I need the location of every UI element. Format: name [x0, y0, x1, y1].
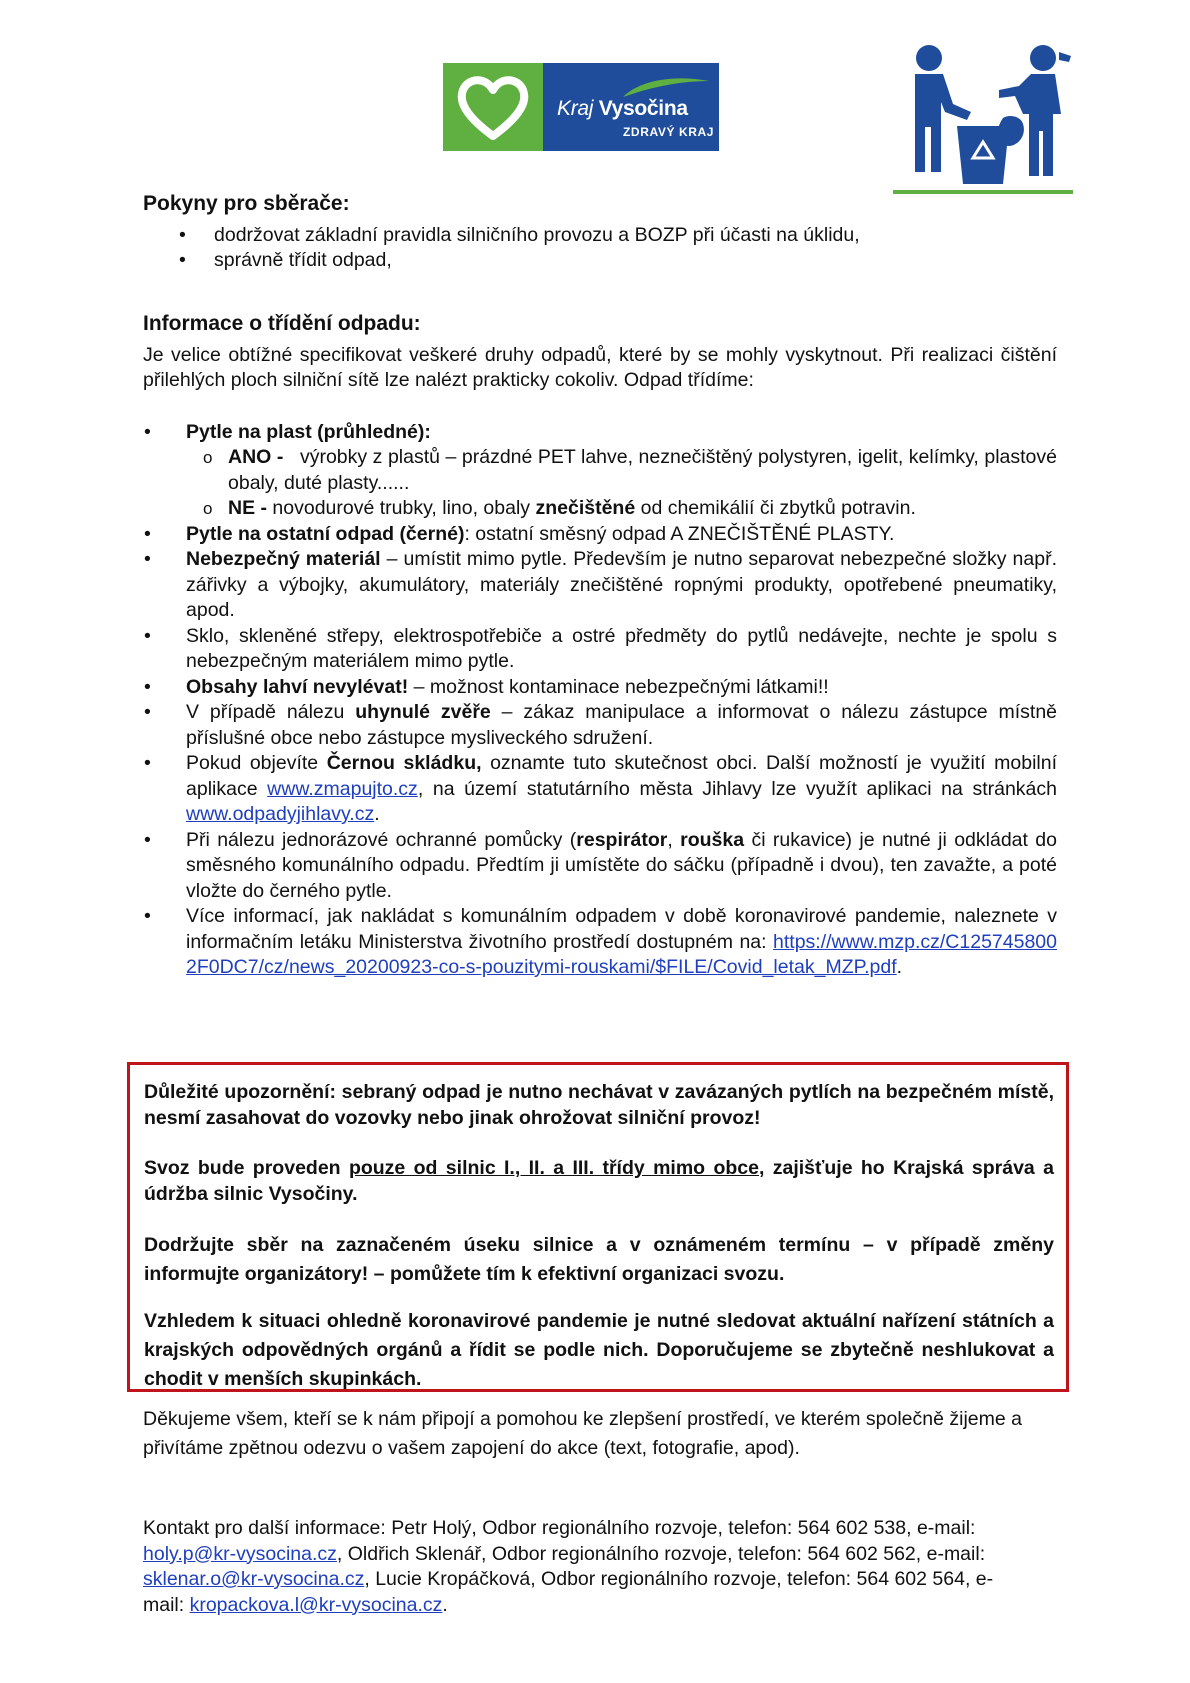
list-item-dump: • Pokud objevíte Černou skládku, oznamte tuto skutečnost obci. Další možností je využití mobilní aplikace www.zmapujto.cz, na území statutárního města Jihlavy lze využít aplikaci na stránkách www.odpadyjihlavy.cz.: [143, 751, 1057, 828]
mzp-leaflet-link[interactable]: https://www.mzp.cz/C1257458002F0DC7/cz/news_20200923-co-s-pouzitymi-rouskami/$FILE/Covid_letak_MZP.pdf: [186, 930, 1057, 978]
kraj-vysocina-logo: [443, 63, 719, 151]
people-recycling-icon: [893, 40, 1073, 196]
thanks-text: Děkujeme všem, kteří se k nám připojí a pomohou ke zlepšení prostředí, ve kterém společně žijeme a přivítáme zpětnou odezvu o vašem zapojení do akce (text, fotografie, apod).: [143, 1408, 1022, 1459]
list-item-other: • Pytle na ostatní odpad (černé): ostatní směsný odpad A ZNEČIŠTĚNÉ PLASTY.: [143, 522, 1057, 548]
list-item: • správně třídit odpad,: [143, 248, 1057, 274]
logo-subtitle: ZDRAVÝ KRAJ: [623, 125, 715, 139]
list-item: • dodržovat základní pravidla silničního provozu a BOZP při účasti na úklidu,: [143, 223, 1057, 249]
thanks-section: [143, 1405, 1057, 1463]
list-item-ppe: • Při nálezu jednorázové ochranné pomůcky (respirátor, rouška či rukavice) je nutné ji odkládat do směsného komunálního odpadu. Předtím ji umístěte do sáčku (případně i dvou), ten zavažte, a poté vložte do černého pytle.: [143, 828, 1057, 905]
notice-content: [144, 1079, 1054, 1394]
list-item-animals: • V případě nálezu uhynulé zvěře – zákaz manipulace a informovat o nálezu zástupce místně příslušné obce nebo zástupce mysliveckého sdružení.: [143, 700, 1057, 751]
list-item-plastic: • Pytle na plast (průhledné): o ANO - výrobky z plastů – prázdné PET lahve, neznečištěný polystyren, igelit, kelímky, plastové obaly, duté plasty...... o NE - novodurové trubky, lino, obaly znečištěné od chemikálií či zbytků potravin.: [143, 420, 1057, 522]
plastic-sublist: [186, 445, 1057, 522]
list-item-covid: • Více informací, jak nakládat s komunálním odpadem v době koronavirové pandemie, naleznete v informačním letáku Ministerstva životního prostředí dostupném na: https://www.mzp.cz/C1257458002F0DC7/cz/news_20200923-co-s-pouzitymi-rouskami/$FILE/Covid_letak_MZP.pdf.: [143, 904, 1057, 981]
contact-text: Kontakt pro další informace: Petr Holý, Odbor regionálního rozvoje, telefon: 564 602 538, e-mail: holy.p@kr-vysocina.cz, Oldřich Sklenář, Odbor regionálního rozvoje, telefon: 564 602 562, e-mail: sklenar.o@kr-vysocina.cz, Lucie Kropáčková, Odbor regionálního rozvoje, telefon: 564 602 564, e-mail: kropackova.l@kr-vysocina.cz.: [143, 1517, 994, 1616]
plastic-no: o NE - novodurové trubky, lino, obaly znečištěné od chemikálií či zbytků potravin.: [143, 496, 1057, 522]
collectors-heading: Pokyny pro sběrače:: [143, 192, 350, 215]
list-item-bottles: • Obsahy lahví nevylévat! – možnost kontaminace nebezpečnými látkami!!: [143, 675, 1057, 701]
list-item-hazard: • Nebezpečný materiál – umístit mimo pytle. Především je nutno separovat nebezpečné složky např. zářivky a výbojky, akumulátory, materiály znečištěné ropnými produkty, opotřebené pneumatiky, apod.: [143, 547, 1057, 624]
sorting-intro: Je velice obtížné specifikovat veškeré druhy odpadů, které by se mohly vyskytnout. Při realizaci čištění přilehlých ploch silniční sítě lze nalézt prakticky cokoliv. Odpad třídíme:: [143, 343, 1057, 391]
odpadyjihlavy-link[interactable]: www.odpadyjihlavy.cz: [186, 803, 375, 825]
heart-icon: [443, 63, 543, 151]
notice-schedule: Dodržujte sběr na zaznačeném úseku silnice a v oznámeném termínu – v případě změny informujte organizátory! – pomůžete tím k efektivní organizaci svozu.: [144, 1234, 1054, 1285]
logo-text-block: [543, 63, 719, 151]
collectors-list: [143, 223, 1057, 274]
notice-covid: Vzhledem k situaci ohledně koronavirové pandemie je nutné sledovat aktuální nařízení státních a krajských odpovědných orgánů a řídit se podle nich. Doporučujeme se zbytečně neshlukovat a chodit v menších skupinkách.: [144, 1310, 1054, 1390]
sorting-list: [143, 420, 1057, 981]
zmapujto-link[interactable]: www.zmapujto.cz: [267, 777, 418, 800]
plastic-yes: o ANO - výrobky z plastů – prázdné PET lahve, neznečištěný polystyren, igelit, kelímky, plastové obaly, duté plasty......: [143, 445, 1057, 496]
notice-collection: Svoz bude proveden pouze od silnic I., II. a III. třídy mimo obce, zajišťuje ho Krajská správa a údržba silnic Vysočiny.: [144, 1157, 1054, 1205]
sorting-section: [143, 311, 1057, 981]
collectors-section: [143, 191, 1057, 274]
email-sklenar-link[interactable]: sklenar.o@kr-vysocina.cz: [143, 1568, 365, 1590]
sorting-heading: Informace o třídění odpadu:: [143, 312, 421, 335]
notice-warning: Důležité upozornění: sebraný odpad je nutno nechávat v zavázaných pytlích na bezpečném místě, nesmí zasahovat do vozovky nebo jinak ohrožovat silniční provoz!: [144, 1081, 1054, 1129]
email-kropackova-link[interactable]: kropackova.l@kr-vysocina.cz: [189, 1593, 443, 1616]
list-item-glass: • Sklo, skleněné střepy, elektrospotřebiče a ostré předměty do pytlů nedávejte, nechte je spolu s nebezpečným materiálem mimo pytle.: [143, 624, 1057, 675]
contact-section: [143, 1516, 1023, 1618]
logo-title: Kraj Vysočina: [557, 97, 688, 120]
email-holy-link[interactable]: holy.p@kr-vysocina.cz: [143, 1542, 337, 1565]
important-notice-box: [127, 1062, 1069, 1392]
